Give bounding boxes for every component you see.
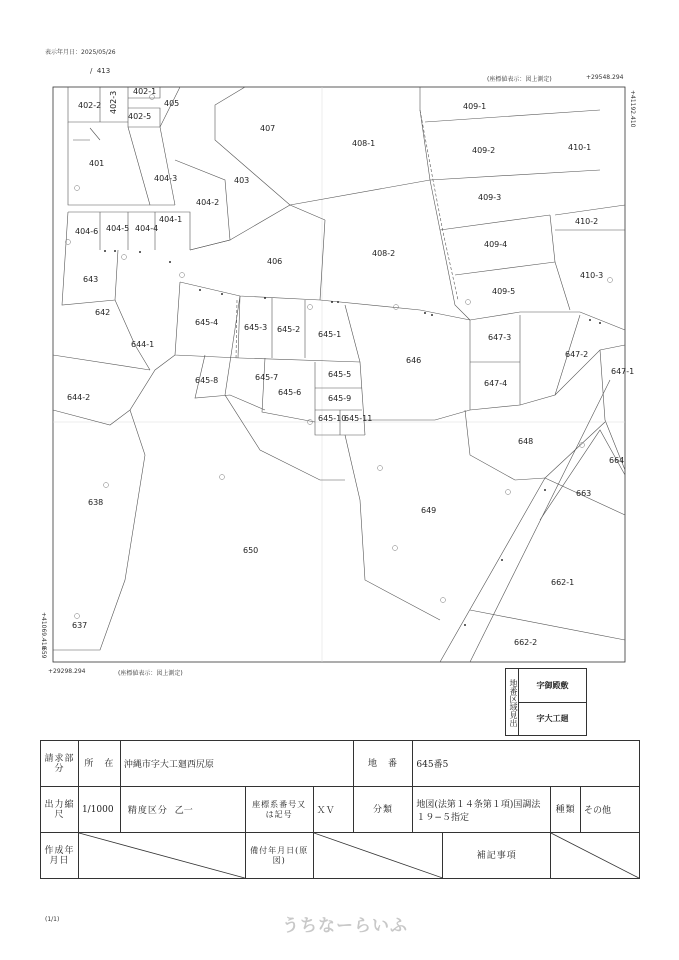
area-index-legend: [505, 668, 587, 736]
parcel-label: 402-1: [133, 87, 157, 96]
parcel-label: 664: [609, 456, 625, 465]
coord-value: ＸＶ: [313, 787, 353, 833]
parcel-label: 403: [234, 176, 250, 185]
made-date-value: [78, 833, 245, 879]
blank-diagonal: [314, 833, 443, 878]
parcel-label: 645-1: [318, 330, 342, 339]
scale-note-top: (座標値表示：図上測定): [487, 76, 552, 83]
parcel-label: 663: [576, 489, 592, 498]
coord-left-vertical: +41069.410: [40, 612, 47, 650]
parcel-label: 404-4: [135, 224, 159, 233]
location-label: 所 在: [78, 741, 120, 787]
parcel-label: 404-3: [154, 174, 178, 183]
parcel-label: 645-8: [195, 376, 219, 385]
coord-top-right: +29548.294: [586, 74, 624, 81]
parcel-label: 637: [72, 621, 88, 630]
parcel-label: 409-3: [478, 193, 502, 202]
parcel-label: 645-5: [328, 370, 352, 379]
parcel-label: 647-1: [611, 367, 635, 376]
parcel-label: 644-2: [67, 393, 91, 402]
parcel-label: 646: [406, 356, 422, 365]
parcel-label: 647-2: [565, 350, 589, 359]
parcel-label: 404-2: [196, 198, 220, 207]
blank-diagonal: [79, 833, 245, 878]
parcel-label: 404-6: [75, 227, 99, 236]
parcel-label: 409-2: [472, 146, 496, 155]
scale-value: 1/1000: [78, 787, 120, 833]
lot-label: 地 番: [353, 741, 413, 787]
top-lot-number: 413: [96, 67, 111, 75]
display-date: 表示年月日：2025/05/26: [45, 49, 116, 56]
parcel-label: 402-5: [128, 112, 152, 121]
parcel-label: 409-5: [492, 287, 516, 296]
edge-lot-number: 659: [40, 647, 47, 659]
parcel-label: 662-2: [514, 638, 538, 647]
coord-bottom-left: +29298.294: [48, 668, 86, 675]
parcel-label: 645-6: [278, 388, 302, 397]
parcel-label: 638: [88, 498, 104, 507]
legend-area-1: 字御殿敷: [519, 669, 586, 703]
parcel-label: 405: [164, 99, 180, 108]
parcel-label: 644-1: [131, 340, 155, 349]
brand-watermark: うちなーらいふ: [282, 916, 408, 936]
blank-diagonal: [551, 833, 639, 878]
parcel-label: 404-5: [106, 224, 130, 233]
parcel-label: 406: [267, 257, 283, 266]
accuracy-value: 乙一: [174, 806, 193, 816]
parcel-label: 645-3: [244, 323, 268, 332]
type-label: 種類: [551, 787, 581, 833]
parcel-label: 409-4: [484, 240, 508, 249]
parcel-label: 410-3: [580, 271, 604, 280]
coord-right-vertical: +41192.410: [629, 90, 636, 128]
parcel-label: 645-4: [195, 318, 219, 327]
scale-note-bottom: (座標値表示：図上測定): [118, 670, 183, 677]
lot-value: 645番5: [413, 741, 640, 787]
parcel-label: 647-3: [488, 333, 512, 342]
parcel-label: 410-2: [575, 217, 599, 226]
class-label: 分類: [353, 787, 413, 833]
page-number: (1/1): [45, 916, 60, 923]
lot-label-top: / 413: [90, 67, 111, 75]
parcel-label: 642: [95, 308, 111, 317]
legend-title: 地番区域見出: [506, 669, 519, 735]
remarks-label: 備付年月日(原図): [245, 833, 313, 879]
parcel-label: 650: [243, 546, 259, 555]
request-label: 請求部分: [41, 741, 79, 787]
parcel-label: 409-1: [463, 102, 487, 111]
class-value: 地図(法第１４条第１項)国調法１９−５指定: [413, 787, 551, 833]
accuracy-cell: [120, 787, 245, 833]
parcel-label: 402-3: [109, 90, 118, 114]
parcel-label: 404-1: [159, 215, 183, 224]
parcel-label: 410-1: [568, 143, 592, 152]
parcel-label: 647-4: [484, 379, 508, 388]
parcel-label: 648: [518, 437, 534, 446]
parcel-label: 645-10: [318, 414, 347, 423]
location-value: 沖縄市字大工廻西尻原: [120, 741, 353, 787]
parcel-label: 645-7: [255, 373, 279, 382]
parcel-label: 408-1: [352, 139, 376, 148]
parcel-label: 402-2: [78, 101, 102, 110]
notes-label: 補記事項: [443, 833, 551, 879]
parcel-label: 649: [421, 506, 437, 515]
coord-label: 座標系番号又は記号: [245, 787, 313, 833]
parcel-label: 401: [89, 159, 105, 168]
type-value: その他: [581, 787, 640, 833]
parcel-label: 645-11: [344, 414, 373, 423]
info-table: [40, 740, 640, 879]
parcel-label: 645-9: [328, 394, 352, 403]
parcel-label: 408-2: [372, 249, 396, 258]
notes-value: [551, 833, 640, 879]
made-date-label: 作成年月日: [41, 833, 79, 879]
parcel-label: 662-1: [551, 578, 575, 587]
parcel-label: 645-2: [277, 325, 301, 334]
parcel-label: 407: [260, 124, 276, 133]
remarks-value: [313, 833, 443, 879]
scale-label: 出力縮尺: [41, 787, 79, 833]
accuracy-label: 精度区分: [127, 806, 168, 816]
parcel-labels: [67, 87, 634, 647]
parcel-label: 643: [83, 275, 99, 284]
legend-area-2: 字大工廻: [536, 714, 569, 723]
